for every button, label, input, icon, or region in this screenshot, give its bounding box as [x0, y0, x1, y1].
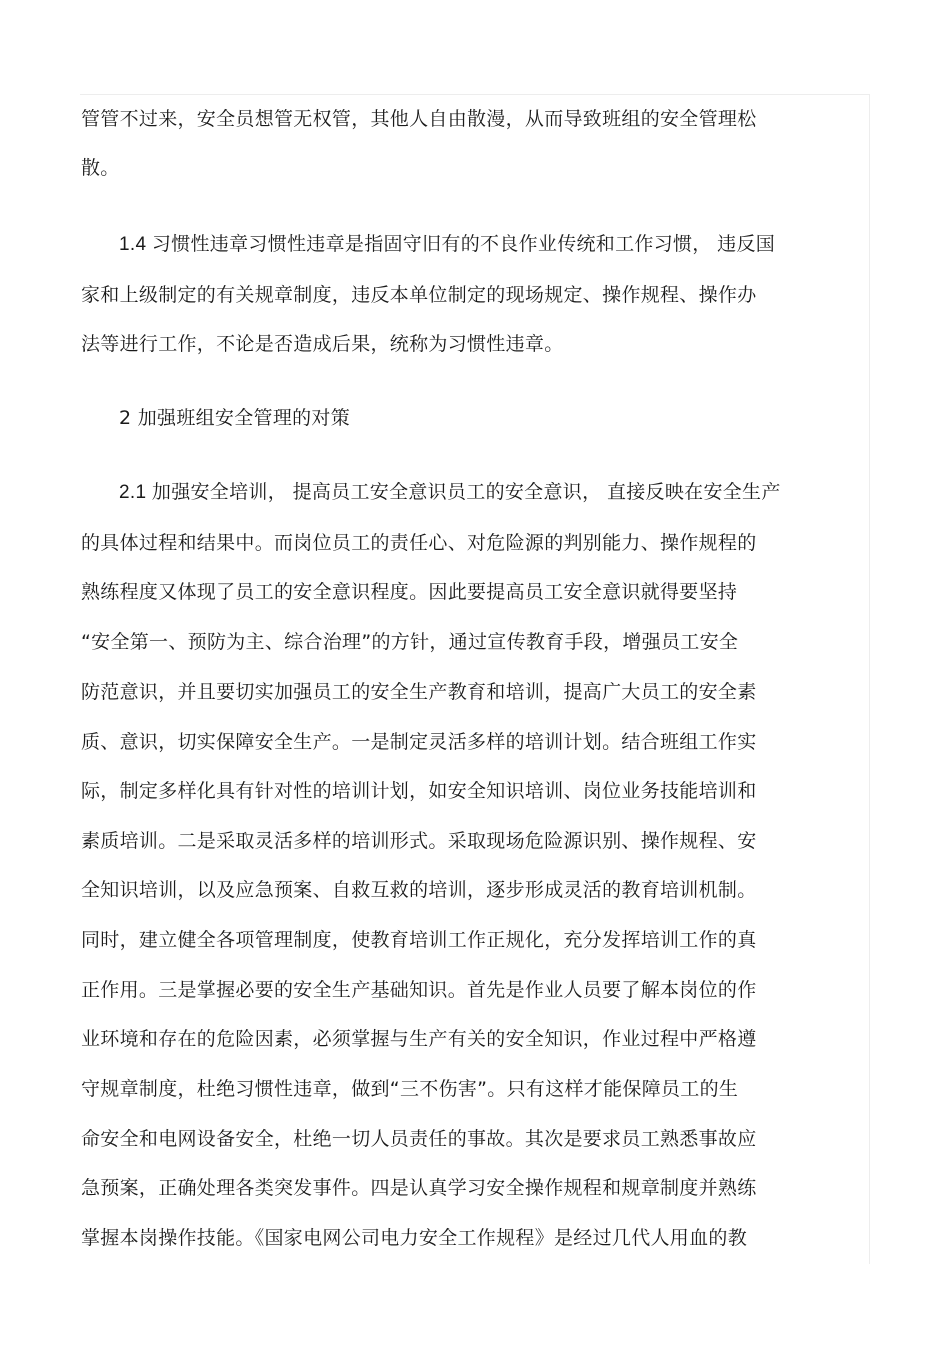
paragraph-line: 急预案，正确处理各类突发事件。四是认真学习安全操作规程和规章制度并熟练 — [81, 1177, 757, 1199]
section-2-1-line: 2.1 加强安全培训， 提高员工安全意识员工的安全意识， 直接反映在安全生产 — [119, 482, 781, 503]
paragraph-line: 家和上级制定的有关规章制度，违反本单位制定的现场规定、操作规程、操作办 — [81, 284, 757, 306]
paragraph-line: 守规章制度，杜绝习惯性违章，做到“三不伤害”。只有这样才能保障员工的生 — [81, 1078, 739, 1100]
paragraph-line: 业环境和存在的危险因素，必须掌握与生产有关的安全知识，作业过程中严格遵 — [81, 1028, 757, 1050]
section-1-4-line: 1.4 习惯性违章习惯性违章是指固守旧有的不良作业传统和工作习惯， 违反国 — [119, 234, 776, 255]
page-border-right — [869, 94, 870, 1264]
paragraph-line: 的具体过程和结果中。而岗位员工的责任心、对危险源的判别能力、操作规程的 — [81, 532, 757, 554]
paragraph-line: 防范意识，并且要切实加强员工的安全生产教育和培训，提高广大员工的安全素 — [81, 681, 757, 703]
paragraph-line: 素质培训。二是采取灵活多样的培训形式。采取现场危险源识别、操作规程、安 — [81, 830, 757, 852]
page-border-top — [80, 94, 870, 95]
paragraph-line: 命安全和电网设备安全，杜绝一切人员责任的事故。其次是要求员工熟悉事故应 — [81, 1128, 757, 1150]
paragraph-line: 全知识培训，以及应急预案、自救互救的培训，逐步形成灵活的教育培训机制。 — [81, 879, 757, 901]
paragraph-line: 质、意识，切实保障安全生产。一是制定灵活多样的培训计划。结合班组工作实 — [81, 731, 757, 753]
paragraph-line: “安全第一、预防为主、综合治理”的方针，通过宣传教育手段，增强员工安全 — [81, 631, 739, 653]
paragraph-line: 管管不过来，安全员想管无权管，其他人自由散漫，从而导致班组的安全管理松 — [81, 108, 757, 130]
paragraph-line: 熟练程度又体现了员工的安全意识程度。因此要提高员工安全意识就得要坚持 — [81, 581, 738, 603]
paragraph-line: 法等进行工作，不论是否造成后果，统称为习惯性违章。 — [81, 333, 564, 355]
paragraph-line: 际，制定多样化具有针对性的培训计划，如安全知识培训、岗位业务技能培训和 — [81, 780, 757, 802]
paragraph-line: 散。 — [81, 157, 120, 179]
paragraph-line: 掌握本岗操作技能。《国家电网公司电力安全工作规程》是经过几代人用血的教 — [81, 1227, 748, 1249]
section-heading-2: 2 加强班组安全管理的对策 — [119, 407, 351, 429]
paragraph-line: 正作用。三是掌握必要的安全生产基础知识。首先是作业人员要了解本岗位的作 — [81, 979, 757, 1001]
paragraph-line: 同时，建立健全各项管理制度，使教育培训工作正规化，充分发挥培训工作的真 — [81, 929, 757, 951]
